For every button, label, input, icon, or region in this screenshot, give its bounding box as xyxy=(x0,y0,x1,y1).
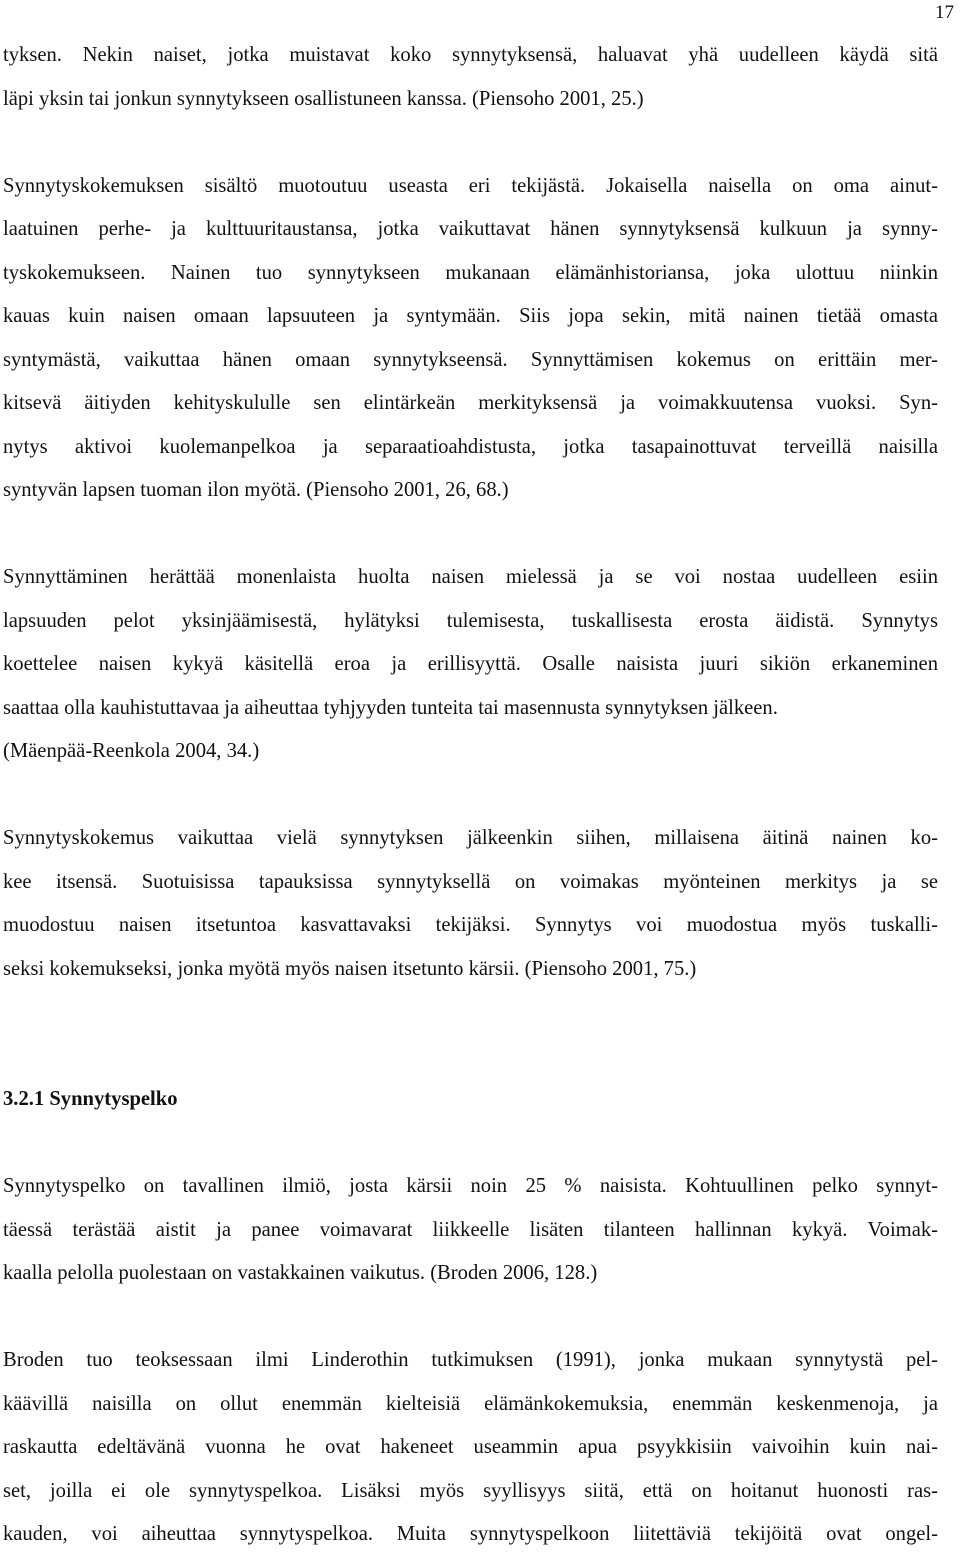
page-number: 17 xyxy=(935,2,954,23)
text-line: raskautta edeltävänä vuonna he ovat hakeneet useammin apua psyykkisiin vaivoihin kuin nai- xyxy=(3,1436,938,1458)
text-line: seksi kokemukseksi, jonka myötä myös naisen itsetunto kärsii. (Piensoho 2001, 75.) xyxy=(3,957,697,980)
text-line: läpi yksin tai jonkun synnytykseen osallistuneen kanssa. (Piensoho 2001, 25.) xyxy=(3,87,644,110)
text-line: koettelee naisen kykyä käsitellä eroa ja erillisyyttä. Osalle naisista juuri sikiön erkaneminen xyxy=(3,653,938,675)
paragraph xyxy=(3,556,938,774)
text-line: tyskokemukseen. Nainen tuo synnytykseen mukanaan elämänhistoriansa, joka ulottuu niinkin xyxy=(3,261,938,284)
text-line: lapsuuden pelot yksinjäämisestä, hylätyksi tulemisesta, tuskallisesta erosta äidistä. Synnytys xyxy=(3,609,938,632)
paragraph xyxy=(3,817,938,991)
text-line: täessä terästää aistit ja panee voimavarat liikkeelle lisäten tilanteen hallinnan kykyä. Voimak- xyxy=(3,1218,938,1241)
text-line: Broden tuo teoksessaan ilmi Linderothin tutkimuksen (1991), jonka mukaan synnytystä pel- xyxy=(3,1349,938,1371)
text-line: kauas kuin naisen omaan lapsuuteen ja syntymään. Siis jopa sekin, mitä nainen tietää omasta xyxy=(3,305,938,327)
section-heading: 3.2.1 Synnytyspelko xyxy=(3,1088,178,1110)
text-line: laatuinen perhe- ja kulttuuritaustansa, jotka vaikuttavat hänen synnytyksensä kulkuun ja synny- xyxy=(3,218,938,240)
text-line: Synnytyskokemuksen sisältö muotoutuu useasta eri tekijästä. Jokaisella naisella on oma ainut- xyxy=(3,174,938,197)
text-line: syntymästä, vaikuttaa hänen omaan synnytykseensä. Synnyttämisen kokemus on erittäin mer- xyxy=(3,348,938,371)
paragraph xyxy=(3,1165,938,1296)
text-line: kitsevä äitiyden kehityskululle sen elintärkeän merkityksensä ja voimakkuutensa vuoksi. Syn- xyxy=(3,392,938,414)
document-body xyxy=(3,34,938,1557)
text-line: muodostuu naisen itsetuntoa kasvattavaksi tekijäksi. Synnytys voi muodostua myös tuskalli- xyxy=(3,914,938,936)
paragraph xyxy=(3,1339,938,1557)
text-line: Synnytyskokemus vaikuttaa vielä synnytyksen jälkeenkin siihen, millaisena äitinä nainen ko- xyxy=(3,827,938,849)
text-line: Synnytyspelko on tavallinen ilmiö, josta kärsii noin 25 % naisista. Kohtuullinen pelko synnyt- xyxy=(3,1175,938,1197)
text-line: kaalla pelolla puolestaan on vastakkainen vaikutus. (Broden 2006, 128.) xyxy=(3,1262,598,1284)
text-line: set, joilla ei ole synnytyspelkoa. Lisäksi myös syyllisyys siitä, että on hoitanut huonosti ras- xyxy=(3,1479,938,1502)
text-line: saattaa olla kauhistuttavaa ja aiheuttaa tyhjyyden tunteita tai masennusta synnytyksen jälkeen. xyxy=(3,696,778,719)
text-line: Synnyttäminen herättää monenlaista huolta naisen mielessä ja se voi nostaa uudelleen esiin xyxy=(3,566,938,588)
paragraph xyxy=(3,34,938,121)
text-line: tyksen. Nekin naiset, jotka muistavat koko synnytyksensä, haluavat yhä uudelleen käydä sitä xyxy=(3,44,938,66)
text-line: (Mäenpää-Reenkola 2004, 34.) xyxy=(3,740,260,762)
text-line: nytys aktivoi kuolemanpelkoa ja separaatioahdistusta, jotka tasapainottuvat terveillä naisilla xyxy=(3,435,938,458)
text-line: kauden, voi aiheuttaa synnytyspelkoa. Muita synnytyspelkoon liitettäviä tekijöitä ovat ongel- xyxy=(3,1523,938,1545)
text-line: käävillä naisilla on ollut enemmän kielteisiä elämänkokemuksia, enemmän keskenmenoja, ja xyxy=(3,1392,938,1415)
text-line: kee itsensä. Suotuisissa tapauksissa synnytyksellä on voimakas myönteinen merkitys ja se xyxy=(3,870,938,893)
paragraph xyxy=(3,165,938,513)
text-line: syntyvän lapsen tuoman ilon myötä. (Piensoho 2001, 26, 68.) xyxy=(3,479,509,501)
